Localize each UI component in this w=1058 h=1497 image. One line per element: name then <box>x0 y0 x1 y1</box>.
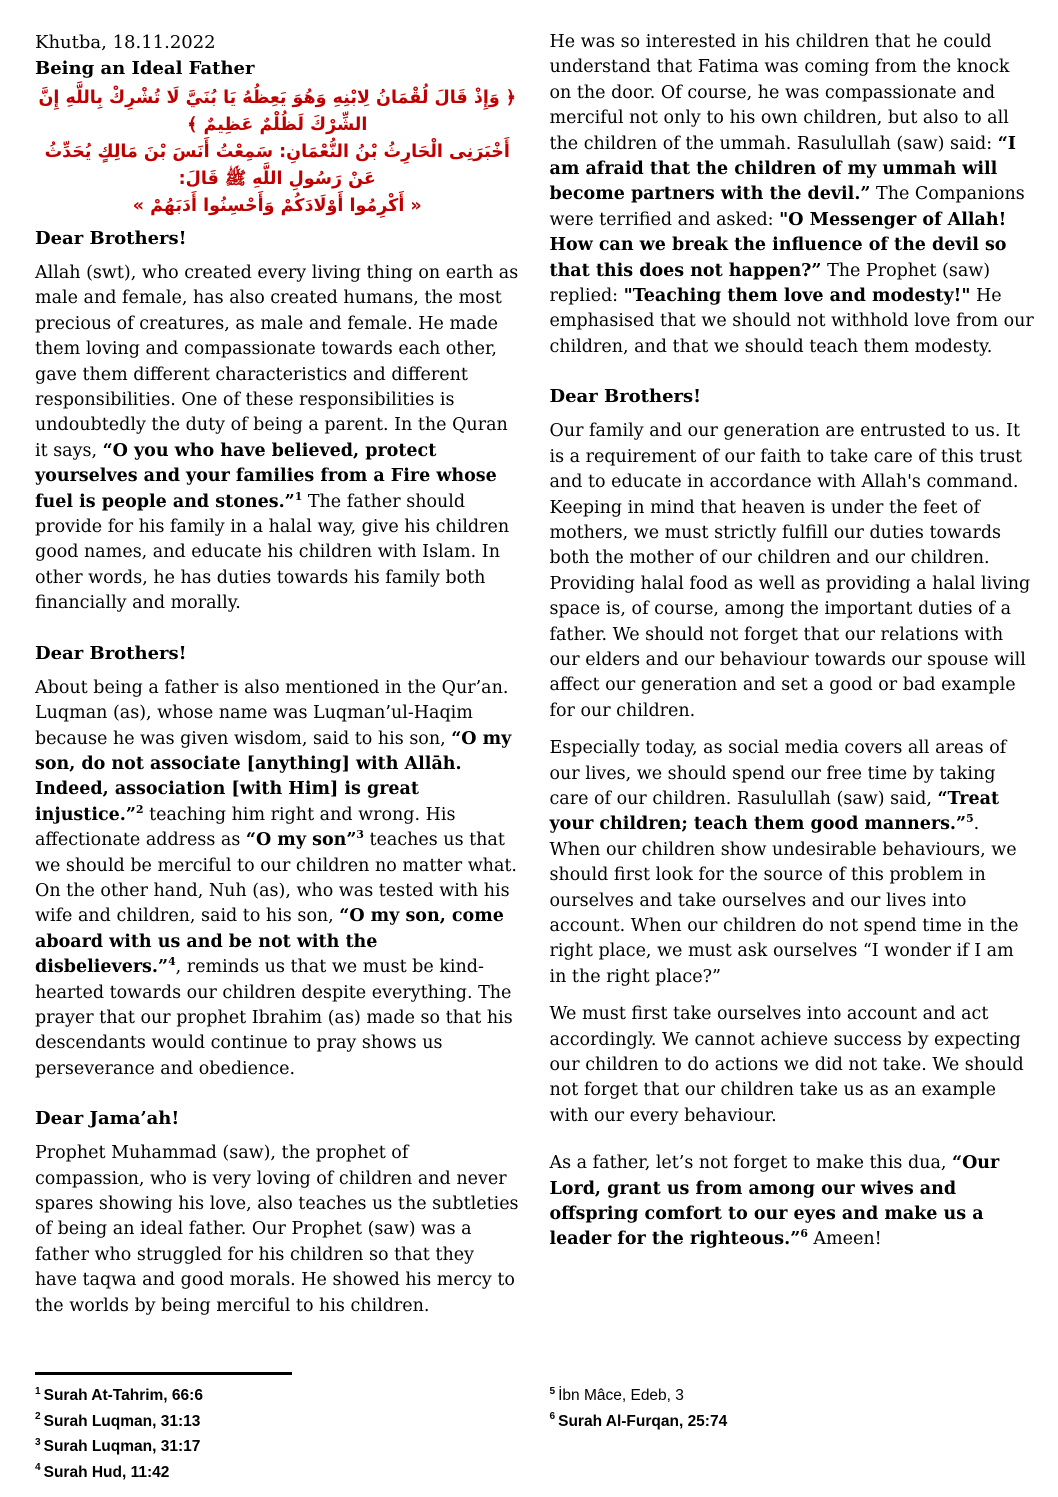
footnote-3-text: Surah Luqman, 31:17 <box>43 1438 201 1455</box>
arabic-quote-block <box>35 85 520 220</box>
paragraph-prophet-compassion: Prophet Muhammad (saw), the prophet of compassion, who is very loving of children and never spares showing his love, also teaches us the subtleties of being an ideal father. Our Prophet (saw) was a father who struggled for his children so that they have taqwa and good morals. He showed his mercy to the worlds by being merciful to his children. <box>35 1143 519 1316</box>
footnote-4-number: 4 <box>35 1462 41 1474</box>
section-heading-dear-brothers-2: Dear Brothers! <box>35 642 187 664</box>
left-column <box>35 30 520 1331</box>
footnote-3-number: 3 <box>35 1436 41 1448</box>
footnotes-left <box>35 1372 520 1485</box>
section-heading-dear-brothers-1: Dear Brothers! <box>35 228 187 249</box>
footnote-5-text: İbn Mâce, Edeb, 3 <box>558 1387 684 1404</box>
footnote-6 <box>550 1409 1035 1435</box>
paragraph-family-trust: Our family and our generation are entrusted to us. It is a requirement of our faith to take care of this trust and to educate in accordance with Allah's command. Keeping in mind that heaven is under the feet of mothers, we must strictly fulfill our duties towards both the mother of our children and our children. Providing halal food as well as providing a halal living space is, of course, among the important duties of a father. We should not forget that our relations with our elders and our behaviour towards our spouse will affect our generation and set a good or bad example for our children. <box>549 421 1031 721</box>
footnote-4-text: Surah Hud, 11:42 <box>43 1463 170 1481</box>
arabic-verse: ﴿ وَإِذْ قَالَ لُقْمَانُ لِابْنِهِ وَهُوَ يَعِظُهُ يَا بُنَيَّ لَا تُشْرِكْ بِاللَّهِ إِنَّ الشِّرْكَ لَظُلْمٌ عَظِيمٌ ﴾ <box>38 88 517 135</box>
footnote-1 <box>35 1383 520 1409</box>
section-heading-dear-brothers-3: Dear Brothers! <box>549 386 702 408</box>
right-column <box>550 30 1035 1331</box>
arabic-isnad: أَخْبَرَنِى الْحَارِثُ بْنُ النُّعْمَانِ: سَمِعْتُ أَنَسَ بْنَ مَالِكٍ يُحَدِّثُ عَنْ رَسُولِ اللَّهِ ﷺ قَالَ: <box>44 142 510 189</box>
paragraph-self-account: We must first take ourselves into account and act accordingly. We cannot achieve success by expecting our children to do actions we did not take. We should not forget that our children take us as an example with our every behaviour. <box>549 1004 1024 1126</box>
footnote-6-number: 6 <box>549 1411 556 1423</box>
paragraph-dua: As a father, let’s not forget to make this dua, “Our Lord, grant us from among our wives and offspring comfort to our eyes and make us a leader for the righteous.”$^6$ Ameen! <box>549 1153 1000 1250</box>
paragraph-creation-duty: Allah (swt), who created every living thing on earth as male and female, has also created humans, the most precious of creatures, as male and female. He made them loving and compassionate towards each other, gave them different characteristics and different responsibilities. One of these responsibilities is undoubtedly the duty of being a parent. In the Quran it says, “O you who have believed, protect yourselves and your families from a Fire whose fuel is people and stones.”$^1$ The father should provide for his family in a halal way, give his children good names, and educate his children with Islam. In other words, he has duties towards his family both financially and morally. <box>35 263 519 614</box>
footnote-1-number: 1 <box>35 1385 41 1397</box>
page-title: Being an Ideal Father <box>35 58 255 79</box>
khutba-date: Khutba, 18.11.2022 <box>35 32 216 53</box>
footnote-2-number: 2 <box>35 1411 41 1423</box>
paragraph-social-media: Especially today, as social media covers all areas of our lives, we should spend our free time by taking care of our children. Rasulullah (saw) said, “Treat your children; teach them good manners.”$^5$. When our children show undesirable behaviours, we should first look for the source of this problem in ourselves and take ourselves and our lives into account. When our children do not spend time in the right place, we must ask ourselves “I wonder if I am in the right place?” <box>549 738 1019 987</box>
footnote-4 <box>35 1460 520 1486</box>
paragraph-prophet-children: He was so interested in his children that he could understand that Fatima was coming from the knock on the door. Of course, he was compassionate and merciful not only to his own children, but also to all the children of the ummah. Rasulullah (saw) said: “I am afraid that the children of my ummah will become partners with the devil.” The Companions were terrified and asked: "O Messenger of Allah! How can we break the influence of the devil so that this does not happen?” The Prophet (saw) replied: "Teaching them love and modesty!" He emphasised that we should not withhold love from our children, and that we should teach them modesty. <box>549 32 1034 357</box>
footnote-separator <box>35 1372 292 1375</box>
footnote-2-text: Surah Luqman, 31:13 <box>43 1412 201 1430</box>
footnote-1-text: Surah At-Tahrim, 66:6 <box>43 1387 203 1404</box>
footnote-5 <box>550 1383 1035 1409</box>
footnote-6-text: Surah Al-Furqan, 25:74 <box>558 1412 728 1430</box>
footnote-5-number: 5 <box>549 1385 556 1397</box>
footnote-2 <box>35 1409 520 1435</box>
paragraph-luqman-nuh: About being a father is also mentioned in the Qur’an. Luqman (as), whose name was Luqman’ul-Haqim because he was given wisdom, said to his son, “O my son, do not associate [anything] with Allāh. Indeed, association [with Him] is great injustice.”$^2$ teaching him right and wrong. His affectionate address as “O my son”$^3$ teaches us that we should be merciful to our children no matter what. On the other hand, Nuh (as), who was tested with his wife and children, said to his son, “O my son, come aboard with us and be not with the disbelievers.”$^4$, reminds us that we must be kind-hearted towards our children despite everything. The prayer that our prophet Ibrahim (as) made so that his descendants would continue to pray shows us perseverance and obedience. <box>35 677 517 1079</box>
footnotes-region <box>0 1372 1058 1485</box>
section-heading-dear-jamaah: Dear Jama’ah! <box>35 1108 180 1130</box>
footnotes-right <box>550 1372 1035 1485</box>
footnote-3 <box>35 1434 520 1460</box>
arabic-hadith: « أَكْرِمُوا أَوْلَادَكُمْ وَأَحْسِنُوا أَدَبَهُمْ » <box>132 196 422 216</box>
